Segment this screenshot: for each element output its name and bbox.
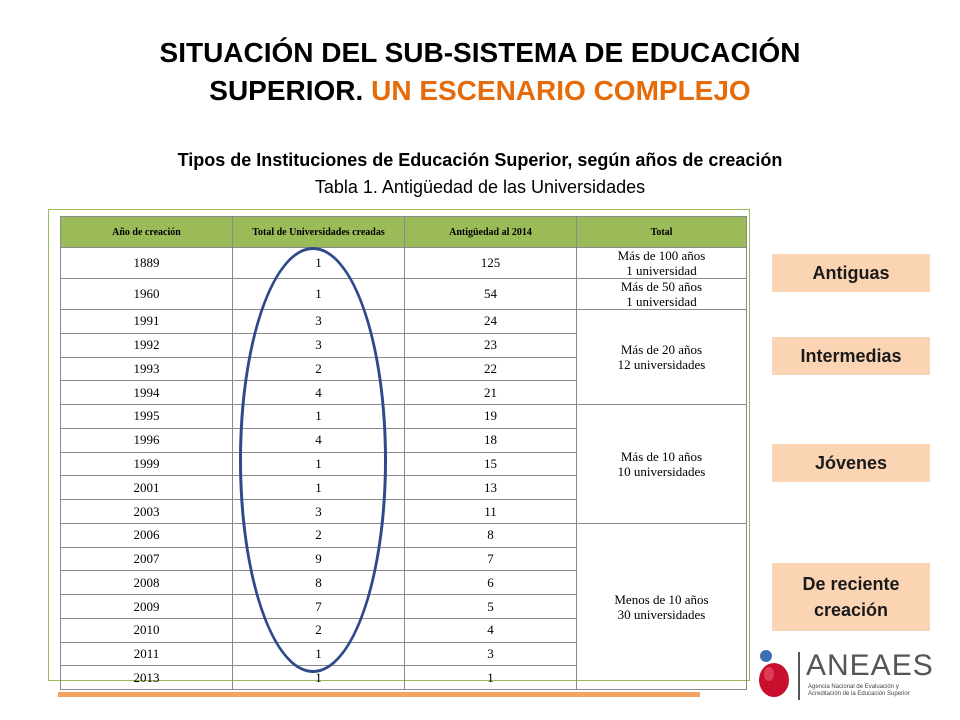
table-header-row	[61, 217, 747, 248]
cell-total-created: 1	[233, 279, 405, 310]
logo-desc-line2: Acreditación de la Educación Superior	[808, 691, 910, 697]
table-caption: Tabla 1. Antigüedad de las Universidades	[314, 177, 646, 197]
cell-year: 1999	[61, 452, 233, 476]
header-age-2014: Antigüedad al 2014	[405, 217, 577, 248]
cell-age: 1	[405, 666, 577, 690]
cell-total-created: 7	[233, 595, 405, 619]
group-total-line2: 10 universidades	[617, 463, 706, 479]
cell-year: 1889	[61, 248, 233, 279]
cell-total-created: 3	[233, 500, 405, 524]
cell-age: 24	[405, 310, 577, 334]
title-line2: SUPERIOR.	[209, 75, 364, 106]
category-reciente-line2: creación	[813, 600, 889, 620]
category-jovenes: Jóvenes	[772, 444, 930, 482]
cell-year: 1993	[61, 357, 233, 381]
cell-year: 1994	[61, 381, 233, 405]
cell-year: 1996	[61, 428, 233, 452]
logo-description	[808, 684, 910, 698]
group-total-line1: Más de 100 años	[617, 248, 706, 263]
cell-age: 15	[405, 452, 577, 476]
cell-total-created: 1	[233, 248, 405, 279]
cell-age: 22	[405, 357, 577, 381]
cell-group-total	[577, 523, 747, 689]
cell-group-total	[577, 279, 747, 310]
cell-year: 1960	[61, 279, 233, 310]
cell-year: 2009	[61, 595, 233, 619]
group-total-line1: Más de 20 años	[620, 342, 703, 358]
title-line1: SITUACIÓN DEL SUB-SISTEMA DE EDUCACIÓN	[159, 37, 801, 68]
table-row	[61, 310, 747, 334]
cell-total-created: 1	[233, 405, 405, 429]
table-row	[61, 405, 747, 429]
category-intermedias: Intermedias	[772, 337, 930, 375]
group-total-line2: 30 universidades	[617, 606, 706, 622]
cell-age: 6	[405, 571, 577, 595]
cell-total-created: 1	[233, 666, 405, 690]
table-row	[61, 523, 747, 547]
cell-year: 2008	[61, 571, 233, 595]
cell-age: 18	[405, 428, 577, 452]
cell-age: 5	[405, 595, 577, 619]
aneaes-logo	[752, 646, 936, 706]
cell-total-created: 2	[233, 618, 405, 642]
cell-year: 1992	[61, 333, 233, 357]
logo-name: ANEAES	[806, 649, 934, 682]
cell-total-created: 3	[233, 310, 405, 334]
cell-year: 2010	[61, 618, 233, 642]
category-antiguas: Antiguas	[772, 254, 930, 292]
universities-table	[60, 216, 747, 690]
table-row	[61, 248, 747, 279]
logo-divider	[798, 652, 800, 700]
group-total-line1: Más de 50 años	[620, 279, 703, 294]
cell-age: 4	[405, 618, 577, 642]
cell-year: 2001	[61, 476, 233, 500]
table-subtitle: Tipos de Instituciones de Educación Superior, según años de creación	[177, 150, 783, 170]
category-reciente-creacion	[772, 563, 930, 631]
cell-total-created: 8	[233, 571, 405, 595]
cell-year: 2003	[61, 500, 233, 524]
slide-title	[0, 34, 960, 110]
header-total-created: Total de Universidades creadas	[233, 217, 405, 248]
group-total-line2: 1 universidad	[626, 294, 697, 309]
cell-age: 19	[405, 405, 577, 429]
cell-year: 2006	[61, 523, 233, 547]
cell-year: 1995	[61, 405, 233, 429]
cell-total-created: 4	[233, 381, 405, 405]
group-total-line2: 12 universidades	[617, 357, 706, 373]
cell-age: 125	[405, 248, 577, 279]
header-total: Total	[577, 217, 747, 248]
cell-age: 21	[405, 381, 577, 405]
cell-group-total	[577, 310, 747, 405]
cell-year: 2007	[61, 547, 233, 571]
cell-group-total	[577, 248, 747, 279]
cell-total-created: 4	[233, 428, 405, 452]
cell-year: 2013	[61, 666, 233, 690]
cell-group-total	[577, 405, 747, 524]
cell-total-created: 2	[233, 523, 405, 547]
cell-total-created: 3	[233, 333, 405, 357]
cell-total-created: 1	[233, 476, 405, 500]
group-total-line1: Más de 10 años	[620, 448, 703, 464]
logo-desc-line1: Agencia Nacional de Evaluación y	[808, 684, 899, 690]
footer-accent-bar	[58, 692, 700, 697]
cell-total-created: 1	[233, 452, 405, 476]
table-row	[61, 279, 747, 310]
cell-total-created: 1	[233, 642, 405, 666]
title-accent: UN ESCENARIO COMPLEJO	[371, 75, 751, 106]
cell-year: 2011	[61, 642, 233, 666]
cell-year: 1991	[61, 310, 233, 334]
cell-age: 3	[405, 642, 577, 666]
cell-age: 7	[405, 547, 577, 571]
cell-total-created: 9	[233, 547, 405, 571]
cell-age: 23	[405, 333, 577, 357]
cell-age: 8	[405, 523, 577, 547]
header-year: Año de creación	[61, 217, 233, 248]
group-total-line2: 1 universidad	[626, 263, 697, 278]
aneaes-logo-icon	[752, 646, 792, 702]
cell-age: 11	[405, 500, 577, 524]
group-total-line1: Menos de 10 años	[614, 591, 709, 607]
table-body	[61, 248, 747, 690]
cell-age: 54	[405, 279, 577, 310]
cell-age: 13	[405, 476, 577, 500]
category-reciente-line1: De reciente	[802, 574, 900, 594]
cell-total-created: 2	[233, 357, 405, 381]
